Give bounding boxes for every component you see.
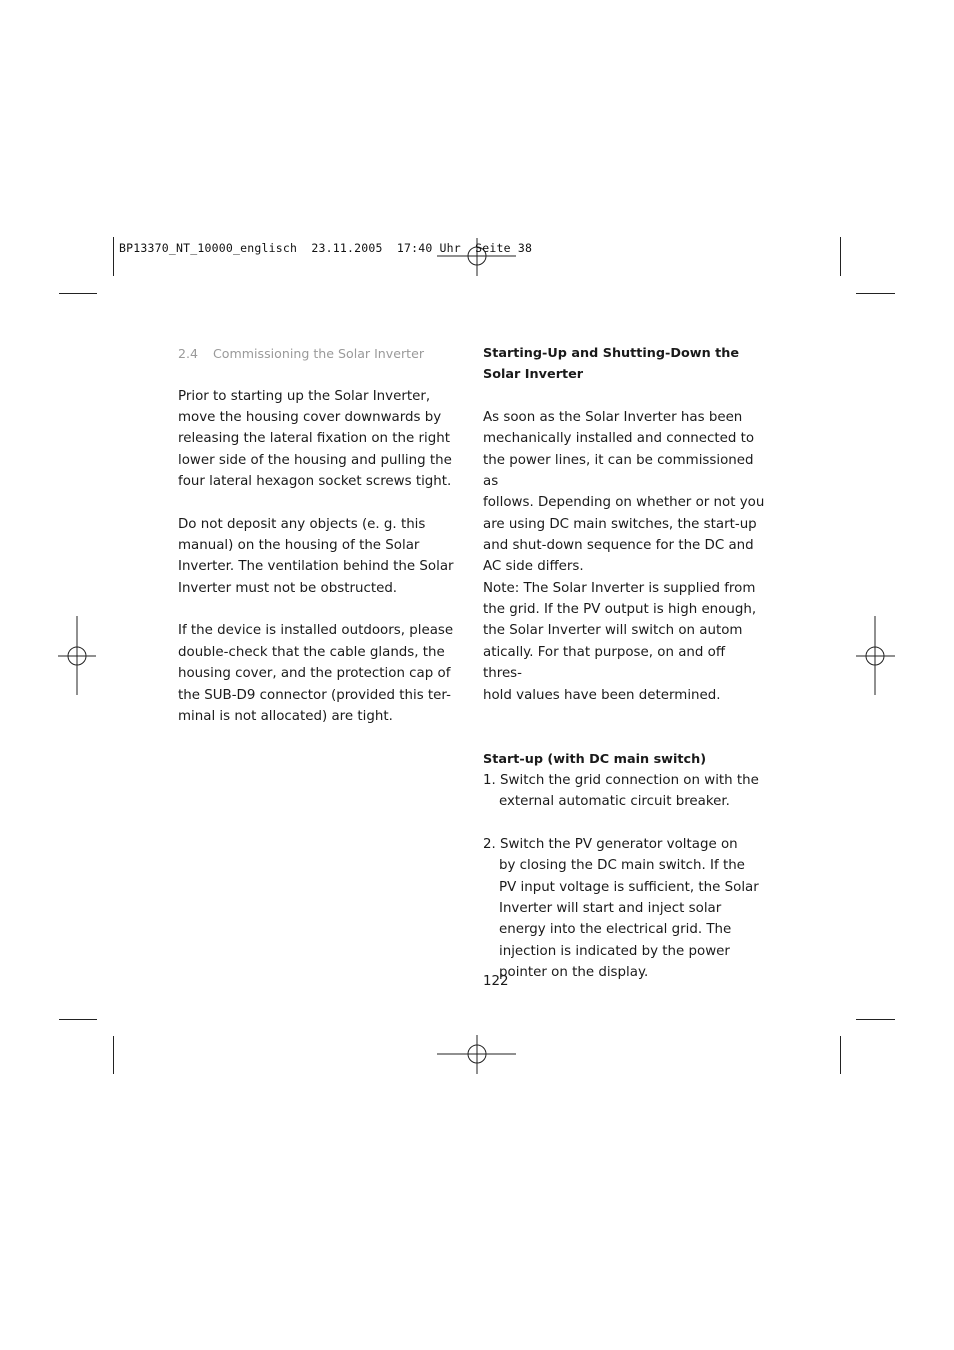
text-line: manual) on the housing of the Solar — [178, 538, 420, 554]
text-line: lower side of the housing and pulling the — [178, 452, 452, 468]
text-line: four lateral hexagon socket screws tight. — [178, 474, 452, 490]
text-line: 2. Switch the PV generator voltage on — [483, 836, 738, 852]
text-line: pointer on the display. — [499, 964, 649, 980]
text-line: Prior to starting up the Solar Inverter, — [178, 388, 431, 404]
text-line: minal is not allocated) are tight. — [178, 708, 393, 724]
text-line: AC side differs. — [483, 559, 584, 575]
registration-mark-bottom — [437, 1035, 517, 1075]
paragraph-ventilation — [178, 514, 463, 599]
text-line: the SUB-D9 connector (provided this ter- — [178, 687, 451, 703]
text-line: Inverter will start and inject solar — [499, 900, 722, 916]
crop-mark-top-left-horizontal — [59, 293, 97, 294]
text-line: by closing the DC main switch. If the — [499, 858, 745, 874]
crop-mark-top-right-vertical — [840, 237, 841, 276]
page-number: 122 — [483, 974, 509, 989]
text-line: external automatic circuit breaker. — [499, 794, 730, 810]
text-line: hold values have been determined. — [483, 687, 721, 703]
text-line: releasing the lateral fixation on the right — [178, 431, 450, 447]
text-line: mechanically installed and connected to — [483, 431, 755, 447]
text-line: the power lines, it can be commissioned as — [483, 452, 754, 490]
list-item-step-2 — [483, 834, 768, 983]
text-line: As soon as the Solar Inverter has been — [483, 410, 743, 426]
list-item-step-1 — [483, 770, 768, 813]
subsection-heading — [483, 343, 768, 386]
crop-mark-top-right-horizontal — [856, 293, 895, 294]
text-line: injection is indicated by the power — [499, 943, 730, 959]
text-line: 1. Switch the grid connection on with the — [483, 772, 759, 788]
text-line: the grid. If the PV output is high enough, — [483, 602, 757, 618]
crop-mark-bottom-right-vertical — [840, 1036, 841, 1074]
registration-mark-right — [856, 616, 896, 696]
startup-subheading: Start-up (with DC main switch) — [483, 751, 707, 767]
text-line: are using DC main switches, the start-up — [483, 516, 757, 532]
left-column — [178, 343, 463, 727]
text-line: PV input voltage is sufficient, the Solar — [499, 879, 759, 895]
crop-mark-bottom-right-horizontal — [856, 1019, 895, 1020]
crop-mark-bottom-left-vertical — [113, 1036, 114, 1074]
section-title: Commissioning the Solar Inverter — [213, 346, 425, 361]
print-slug: BP13370_NT_10000_englisch 23.11.2005 17:40 Uhr Seite 38 — [119, 241, 533, 255]
text-line: Note: The Solar Inverter is supplied from — [483, 580, 756, 596]
text-line: housing cover, and the protection cap of — [178, 666, 451, 682]
text-line: Do not deposit any objects (e. g. this — [178, 516, 426, 532]
registration-mark-left — [58, 616, 98, 696]
section-heading — [178, 343, 463, 364]
heading-line: Starting-Up and Shutting-Down the — [483, 346, 740, 361]
paragraph-open-housing — [178, 386, 463, 493]
text-line: and shut-down sequence for the DC and — [483, 538, 754, 554]
text-line: Inverter must not be obstructed. — [178, 580, 398, 596]
text-line: Inverter. The ventilation behind the Solar — [178, 559, 454, 575]
text-line: follows. Depending on whether or not you — [483, 495, 765, 511]
text-line: the Solar Inverter will switch on autom — [483, 623, 743, 639]
text-line: move the housing cover downwards by — [178, 410, 442, 426]
paragraph-outdoor-install — [178, 620, 463, 727]
crop-mark-top-left-vertical — [113, 237, 114, 276]
text-line: If the device is installed outdoors, please — [178, 623, 454, 639]
heading-line: Solar Inverter — [483, 367, 584, 383]
right-column — [483, 343, 768, 983]
crop-mark-bottom-left-horizontal — [59, 1019, 97, 1020]
text-line: double-check that the cable glands, the — [178, 644, 445, 660]
text-line: energy into the electrical grid. The — [499, 922, 732, 938]
paragraph-commissioning — [483, 407, 768, 706]
text-line: atically. For that purpose, on and off thres- — [483, 644, 726, 682]
section-number: 2.4 — [178, 346, 199, 361]
